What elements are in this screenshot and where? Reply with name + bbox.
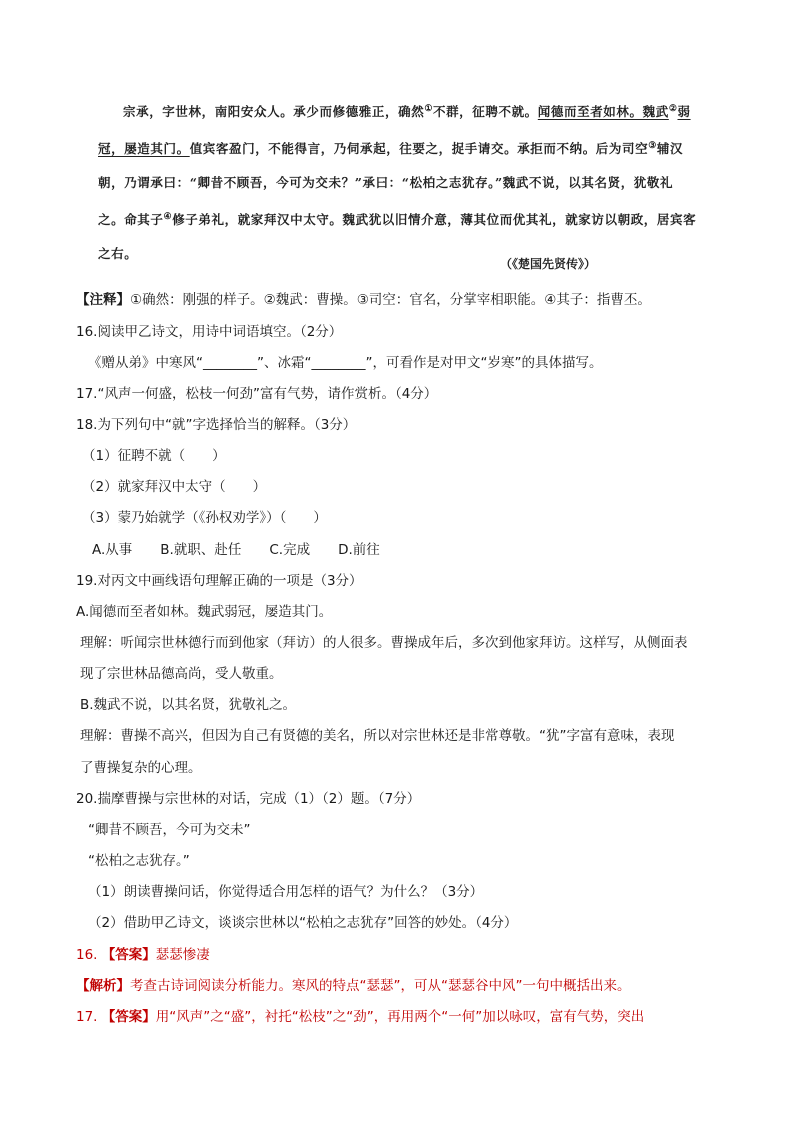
option-c: C.完成 xyxy=(269,542,311,558)
option-a: A.从事 xyxy=(92,542,133,558)
option-d: D.前往 xyxy=(338,542,380,558)
question-20-quote-2: “松柏之志犹存。” xyxy=(88,853,190,869)
question-18-item: （3）蒙乃始就学（《孙权劝学》）（ ） xyxy=(82,510,327,526)
question-19-option-a: A.闻德而至者如林。魏武弱冠，屡造其门。 xyxy=(76,604,333,620)
note-marker-2: ② xyxy=(668,104,678,114)
question-18-item: （2）就家拜汉中太守（ ） xyxy=(82,479,267,495)
question-17-title: 17.“风声一何盛，松枝一何劲”富有气势，请作赏析。（4分） xyxy=(76,386,438,402)
question-19-option-a-explanation: 现了宗世林品德高尚，受人敬重。 xyxy=(80,666,283,682)
answer-blank-1[interactable]: ________ xyxy=(203,355,257,371)
question-18-options xyxy=(92,538,380,558)
note-marker-3: ③ xyxy=(648,141,657,152)
answer-blank-2[interactable]: ________ xyxy=(311,355,366,371)
classical-passage xyxy=(98,92,710,271)
question-19-option-b: B.魏武不说，以其名贤，犹敬礼之。 xyxy=(80,697,297,713)
question-16-prompt: 《赠从弟》中寒风“________”、冰霜“________”，可看作是对甲文“岁寒”的具体描写。 xyxy=(88,355,603,371)
question-19-title: 19.对丙文中画线语句理解正确的一项是（3分） xyxy=(76,573,363,589)
note-marker-1: ① xyxy=(424,104,433,114)
note-marker-4: ④ xyxy=(163,212,173,223)
question-16-title: 16.阅读甲乙诗文，用诗中词语填空。（2分） xyxy=(76,324,343,340)
question-20-sub-1: （1）朗读曹操问话，你觉得适合用怎样的语气？为什么？（3分） xyxy=(88,884,484,900)
explanation-16: 【解析】考查古诗词阅读分析能力。寒风的特点“瑟瑟”，可从“瑟瑟谷中风”一句中概括出来。 xyxy=(76,978,631,994)
passage-line-3: 朝，乃谓承曰：“卿昔不顾吾，今可为交未？”承曰：“松柏之志犹存。”魏武不说，以其名贤，犹敬礼 xyxy=(98,175,674,191)
question-20-quote-1: “卿昔不顾吾，今可为交未” xyxy=(88,822,251,838)
question-18-item: （1）征聘不就（ ） xyxy=(82,448,226,464)
question-19-option-b-explanation: 了曹操复杂的心理。 xyxy=(80,760,202,776)
question-18-title: 18.为下列句中“就”字选择恰当的解释。（3分） xyxy=(76,417,357,433)
passage-line-2: 冠，屡造其门。值宾客盈门，不能得言，乃伺承起，往要之，捉手请交。承拒而不纳。后为司空③辅汉 xyxy=(98,141,684,157)
passage-line-1: 宗承，字世林，南阳安众人。承少而修德雅正，确然①不群，征聘不就。闻德而至者如林。魏武②弱 xyxy=(123,104,691,120)
passage-source: （《楚国先贤传》） xyxy=(500,257,597,271)
option-b: B.就职、赴任 xyxy=(160,542,242,558)
passage-line-5: 之右。 xyxy=(98,246,138,262)
question-19-option-a-explanation: 理解：听闻宗世林德行而到他家（拜访）的人很多。曹操成年后，多次到他家拜访。这样写，从侧面表 xyxy=(80,635,688,651)
underlined-sentence-a: 闻德而至者如林。魏武 xyxy=(537,104,669,120)
answer-17: 17. 【答案】用“风声”之“盛”，衬托“松枝”之“劲”，再用两个“一何”加以咏叹，富有气势，突出 xyxy=(76,1009,645,1025)
question-20-sub-2: （2）借助甲乙诗文，谈谈宗世林以“松柏之志犹存”回答的妙处。（4分） xyxy=(88,915,518,931)
question-19-option-b-explanation: 理解：曹操不高兴，但因为自己有贤德的美名，所以对宗世林还是非常尊敬。“犹”字富有意味，表现 xyxy=(80,728,675,744)
notes: 【注释】①确然：刚强的样子。②魏武：曹操。③司空：官名，分掌宰相职能。④其子：指曹丕。 xyxy=(76,292,651,308)
passage-line-4: 之。命其子④修子弟礼，就家拜汉中太守。魏武犹以旧情介意，薄其位而优其礼，就家访以朝政，居宾客 xyxy=(98,212,697,228)
answer-16: 16. 【答案】瑟瑟惨凄 xyxy=(76,947,210,963)
question-20-title: 20.揣摩曹操与宗世林的对话，完成（1）（2）题。（7分） xyxy=(76,791,421,807)
